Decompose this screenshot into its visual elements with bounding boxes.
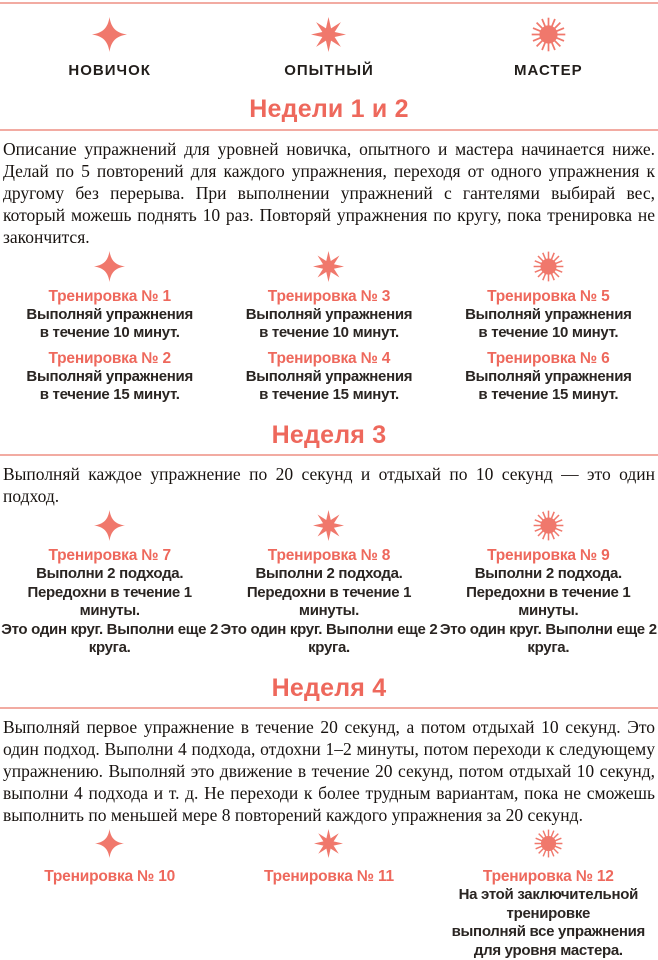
training-grid	[0, 251, 658, 405]
training-column-novice	[0, 251, 219, 405]
sunburst-icon	[531, 17, 566, 52]
training-column-novice	[0, 510, 219, 658]
training-column-experienced	[219, 829, 438, 960]
training-instruction-line: в течение 15 минут.	[219, 386, 438, 405]
section-title: Неделя 4	[0, 675, 658, 703]
training-title: Тренировка № 5	[439, 287, 658, 306]
training-column-master	[439, 251, 658, 405]
level-master	[439, 17, 658, 79]
section-intro: Выполняй каждое упражнение по 20 секунд и отдыхай по 10 секунд — это один подход.	[3, 463, 655, 507]
training-column-novice	[0, 829, 219, 960]
training-title: Тренировка № 8	[219, 546, 438, 565]
training-title: Тренировка № 12	[439, 867, 658, 886]
section-title: Неделя 3	[0, 422, 658, 450]
sparkle-4-point-icon	[94, 510, 125, 541]
levels-legend	[0, 4, 658, 79]
section-divider	[0, 707, 658, 709]
training-instruction-line: Передохни в течение 1 минуты.	[0, 584, 219, 621]
training-title: Тренировка № 11	[219, 867, 438, 886]
training-title: Тренировка № 3	[219, 287, 438, 306]
training-instruction-line: в течение 10 минут.	[439, 324, 658, 343]
section-title: Недели 1 и 2	[0, 96, 658, 124]
training-column-master	[439, 829, 658, 960]
training-instruction-line: Выполняй упражнения	[0, 368, 219, 387]
training-instruction-line: в течение 10 минут.	[219, 324, 438, 343]
training-instruction-line: Это один круг. Выполни еще 2 круга.	[439, 621, 658, 658]
sparkle-4-point-icon	[92, 17, 127, 52]
sparkle-4-point-icon	[94, 251, 125, 282]
training-instruction-line: выполняй все упражнения	[439, 923, 658, 942]
star-8-point-icon	[313, 251, 344, 282]
star-8-point-icon	[311, 17, 346, 52]
training-column-experienced	[219, 251, 438, 405]
training-instruction-line: в течение 15 минут.	[439, 386, 658, 405]
training-title: Тренировка № 1	[0, 287, 219, 306]
section-divider	[0, 129, 658, 131]
section-week-4	[0, 675, 658, 960]
training-column-master	[439, 510, 658, 658]
training-instruction-line: Выполняй упражнения	[219, 368, 438, 387]
training-title: Тренировка № 4	[219, 349, 438, 368]
section-week-3	[0, 422, 658, 658]
training-instruction-line: в течение 10 минут.	[0, 324, 219, 343]
training-instruction-line: На этой заключительной тренировке	[439, 886, 658, 923]
section-intro: Выполняй первое упражнение в течение 20 секунд, а потом отдыхай 10 секунд. Это один подход. Выполни 4 подхода, отдохни 1–2 минуты, потом переходи к следующему упражнению. Выполняй это движение в течение 20 секунд, потом отдыхай 10 секунд, выполни 4 подхода и т. д. Не переходи к более трудным вариантам, пока не сможешь выполнить по меньшей мере 8 повторений каждого упражнения за 20 секунд.	[3, 716, 655, 826]
training-instruction-line: для уровня мастера.	[439, 942, 658, 960]
section-weeks-1-2	[0, 96, 658, 405]
training-instruction-line: в течение 15 минут.	[0, 386, 219, 405]
sunburst-icon	[534, 829, 563, 858]
star-8-point-icon	[313, 510, 344, 541]
workout-plan-page	[0, 2, 658, 960]
level-name: НОВИЧОК	[0, 62, 219, 79]
training-instruction-line: Передохни в течение 1 минуты.	[439, 584, 658, 621]
training-instruction-line: Выполняй упражнения	[439, 368, 658, 387]
training-grid	[0, 510, 658, 658]
section-divider	[0, 454, 658, 456]
training-instruction-line: Выполни 2 подхода.	[439, 565, 658, 584]
training-title: Тренировка № 7	[0, 546, 219, 565]
level-experienced	[219, 17, 438, 79]
sunburst-icon	[533, 510, 564, 541]
training-column-experienced	[219, 510, 438, 658]
training-instruction-line: Выполняй упражнения	[219, 306, 438, 325]
level-name: ОПЫТНЫЙ	[219, 62, 438, 79]
level-novice	[0, 17, 219, 79]
training-instruction-line: Выполни 2 подхода.	[219, 565, 438, 584]
sunburst-icon	[533, 251, 564, 282]
star-8-point-icon	[314, 829, 343, 858]
training-instruction-line: Выполни 2 подхода.	[0, 565, 219, 584]
training-title: Тренировка № 6	[439, 349, 658, 368]
training-instruction-line: Это один круг. Выполни еще 2 круга.	[219, 621, 438, 658]
training-instruction-line: Выполняй упражнения	[0, 306, 219, 325]
training-title: Тренировка № 9	[439, 546, 658, 565]
training-grid	[0, 829, 658, 960]
training-title: Тренировка № 10	[0, 867, 219, 886]
training-instruction-line: Передохни в течение 1 минуты.	[219, 584, 438, 621]
training-instruction-line: Это один круг. Выполни еще 2 круга.	[0, 621, 219, 658]
section-intro: Описание упражнений для уровней новичка, опытного и мастера начинается ниже. Делай по 5 повторений для каждого упражнения, переходя от одного упражнения к другому без перерыва. При выполнении упражнений с гантелями выбирай вес, который можешь поднять 10 раз. Повторяй упражнения по кругу, пока тренировка не закончится.	[3, 138, 655, 248]
training-instruction-line: Выполняй упражнения	[439, 306, 658, 325]
level-name: МАСТЕР	[439, 62, 658, 79]
training-title: Тренировка № 2	[0, 349, 219, 368]
sparkle-4-point-icon	[95, 829, 124, 858]
